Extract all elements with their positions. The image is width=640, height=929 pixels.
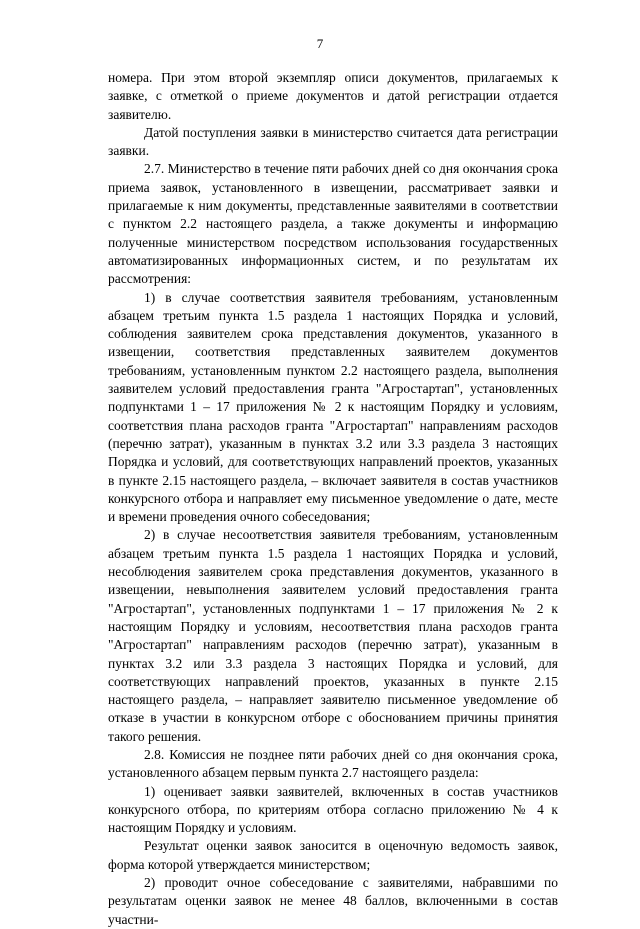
paragraph-continuation: номера. При этом второй экземпляр описи документов, прилагаемых к заявке, с отметкой о приеме документов и датой регистрации отдается заявителю. [108,70,558,122]
page-number: 7 [316,36,324,51]
paragraph-2-7: 2.7. Министерство в течение пяти рабочих дней со дня окончания срока приема заявок, установленного в извещении, рассматривает заявки и прилагаемые к ним документы, представленные заявителями в соответствии с пунктом 2.2 настоящего раздела, а также документы и информацию полученные министерством посредством использования государственных автоматизированных информационных систем, и по результатам их рассмотрения: [108,161,558,287]
paragraph-2-8: 2.8. Комиссия не позднее пяти рабочих дней со дня окончания срока, установленного абзацем первым пункта 2.7 настоящего раздела: [108,746,558,781]
paragraph-evaluation-result: Результат оценки заявок заносится в оценочную ведомость заявок, форма которой утверждается министерством; [108,838,558,872]
paragraph-2-7-item-1: 1) в случае соответствия заявителя требованиям, установленным абзацем третьим пункта 1.5 раздела 1 настоящих Порядка и условий, соблюдения заявителем срока представления документов, указанного в извещении, соответствия представленных заявителем документов требованиям, установленным пунктом 2.2 настоящего раздела, выполнения заявителем условий предоставления гранта "Агростартап", установленных подпунктами 1 – 17 приложения № 2 к настоящим Порядку и условиям, соответствия плана расходов гранта "Агростартап" направлениям расходов (перечню затрат), указанным в пунктах 3.2 или 3.3 раздела 3 настоящих Порядка и условий, для соответствующих направлений проектов, указанных в пункте 2.15 настоящего раздела, – включает заявителя в состав участников конкурсного отбора и направляет ему письменное уведомление о дате, месте и времени проведения очного собеседования; [108,289,558,525]
paragraph-receipt-date: Датой поступления заявки в министерство считается дата регистрации заявки. [108,124,558,159]
paragraph-2-8-item-1: 1) оценивает заявки заявителей, включенных в состав участников конкурсного отбора, по критериям отбора согласно приложению № 4 к настоящим Порядку и условиям. [108,783,558,836]
paragraph-2-7-item-2: 2) в случае несоответствия заявителя требованиям, установленным абзацем третьим пункта 1.5 раздела 1 настоящих Порядка и условий, несоблюдения заявителем срока представления документов, указанного в извещении, невыполнения заявителем условий предоставления гранта "Агростартап", установленных подпунктами 1 – 17 приложения № 2 к настоящим Порядку и условиям, несоответствия плана расходов гранта "Агростартап" направлениям расходов (перечню затрат), указанным в пунктах 3.2 или 3.3 раздела 3 настоящих Порядка и условий, для соответствующих направлений проектов, указанных в пункте 2.15 настоящего раздела, – направляет заявителю письменное уведомление об отказе в участии в конкурсном отборе с обоснованием причины принятия такого решения. [108,527,558,744]
paragraph-2-8-item-2: 2) проводит очное собеседование с заявителями, набравшими по результатам оценки заявок не менее 48 баллов, включенными в состав участни- [108,875,558,927]
document-body [108,69,558,929]
